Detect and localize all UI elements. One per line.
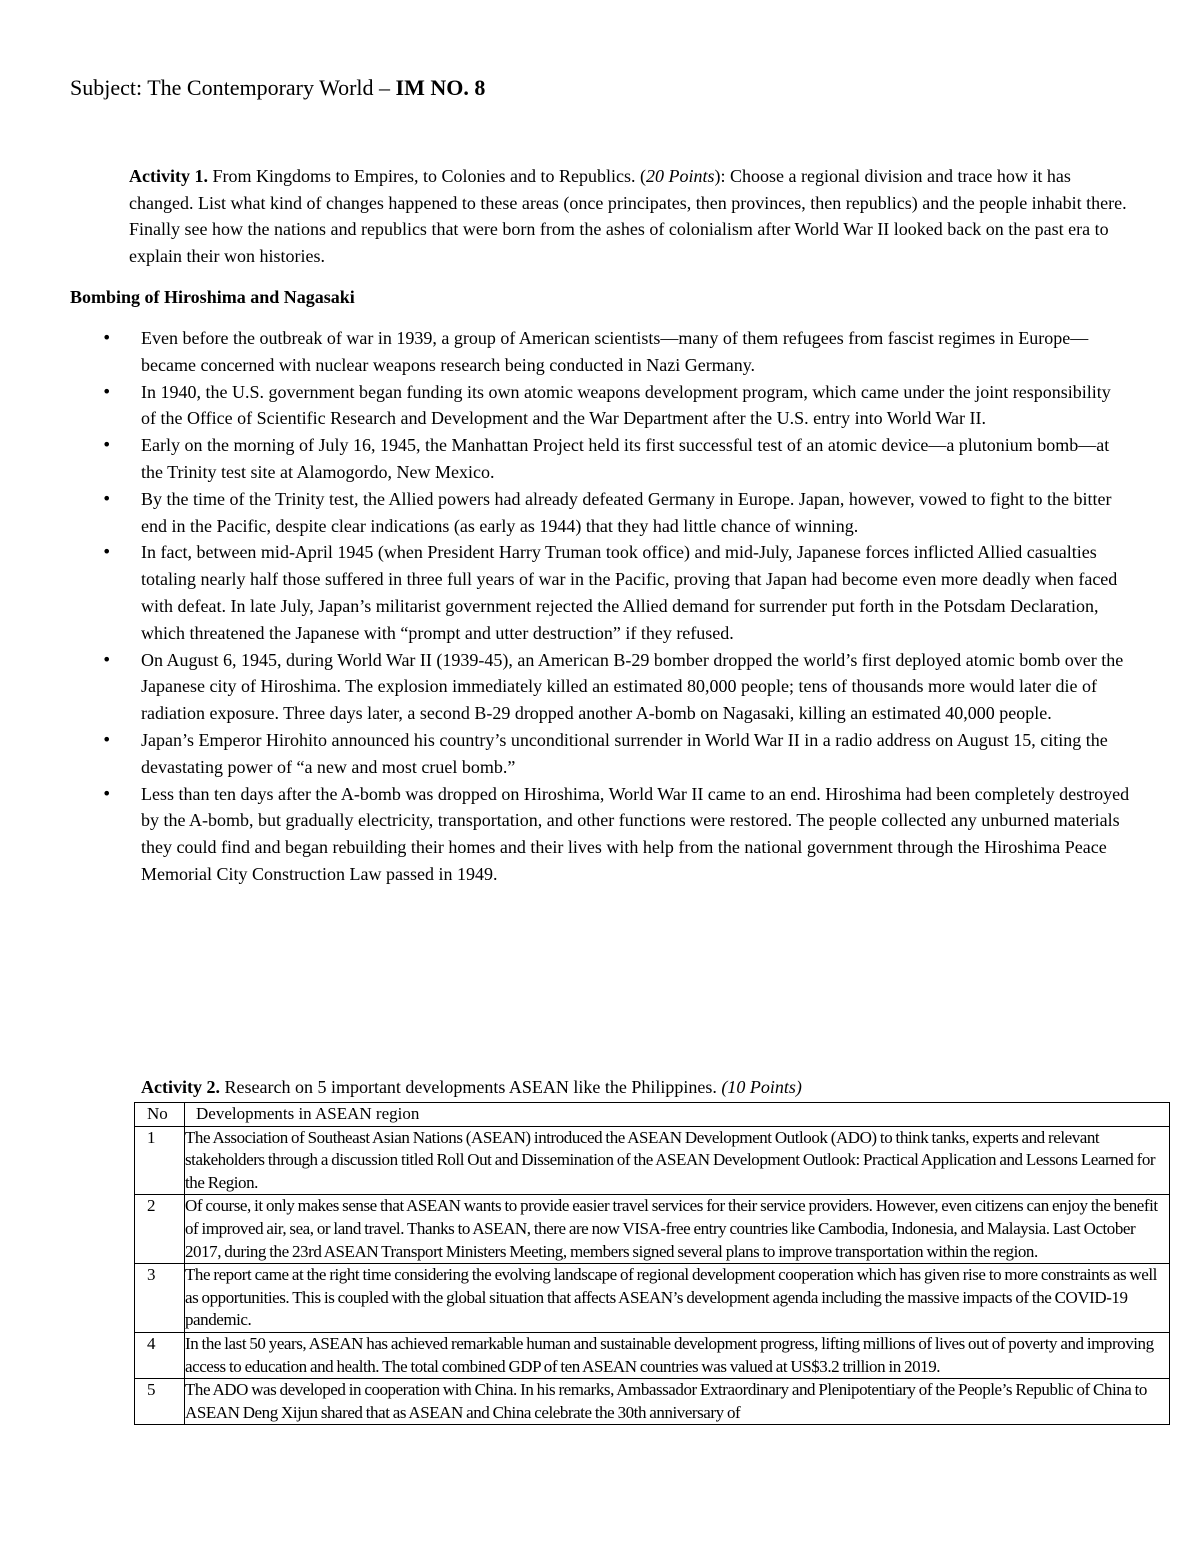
page-title: [70, 74, 485, 102]
row-number: 3: [135, 1264, 185, 1333]
bullet-icon: •: [102, 649, 112, 669]
list-item: [100, 486, 1130, 540]
bullet-text: By the time of the Trinity test, the Allied powers had already defeated Germany in Europe. Japan, however, vowed to fight to the bitter end in the Pacific, despite clear indications (as early as 1944) that they had little chance of winning.: [141, 488, 1112, 536]
im-number: IM NO. 8: [395, 75, 486, 100]
activity-2-heading: [141, 1074, 802, 1100]
list-item: [100, 379, 1130, 433]
table-row: [135, 1126, 1170, 1195]
table-row: [135, 1264, 1170, 1333]
row-text: The Association of Southeast Asian Nations (ASEAN) introduced the ASEAN Development Outlook (ADO) to think tanks, experts and relevant stakeholders through a discussion titled Roll Out and Dissemination of the ASEAN Development Outlook: Practical Application and Lessons Learned for the Region.: [185, 1126, 1170, 1195]
bullet-text: Japan’s Emperor Hirohito announced his country’s unconditional surrender in World War II in a radio address on August 15, citing the devastating power of “a new and most cruel bomb.”: [141, 729, 1108, 777]
table-row: [135, 1379, 1170, 1425]
bullet-text: In fact, between mid-April 1945 (when President Harry Truman took office) and mid-July, Japanese forces inflicted Allied casualties totaling nearly half those suffered in three full years of war in the Pacific, proving that Japan had become even more deadly when faced with defeat. In late July, Japan’s militarist government rejected the Allied demand for surrender put forth in the Potsdam Declaration, which threatened the Japanese with “prompt and utter destruction” if they refused.: [141, 542, 1118, 643]
bullet-list: [100, 325, 1130, 888]
activity-1-text-b: ): Choose a regional division and trace how it has changed. List what kind of changes happened to these areas (once principates, then provinces, then republics) and the people inhabit there. Finally see how the nations and republics that were born from the ashes of colonialism after World War II looked back on the past era to explain their won histories.: [129, 166, 1127, 266]
header-developments: Developments in ASEAN region: [185, 1103, 1170, 1127]
bullet-icon: •: [102, 783, 112, 803]
activity-1-paragraph: [129, 163, 1129, 269]
section-heading: Bombing of Hiroshima and Nagasaki: [70, 287, 355, 307]
row-text: Of course, it only makes sense that ASEAN wants to provide easier travel services for their service providers. However, even citizens can enjoy the benefit of improved air, sea, or land travel. Thanks to ASEAN, there are now VISA-free entry countries like Cambodia, Indonesia, and Malaysia. Last October 2017, during the 23rd ASEAN Transport Ministers Meeting, members signed several plans to improve transportation within the region.: [185, 1195, 1170, 1264]
list-item: [100, 325, 1130, 379]
bullet-icon: •: [102, 488, 112, 508]
list-item: [100, 432, 1130, 486]
activity-1-text-a: From Kingdoms to Empires, to Colonies and to Republics. (: [207, 166, 646, 186]
bullet-text: On August 6, 1945, during World War II (1939-45), an American B-29 bomber dropped the world’s first deployed atomic bomb over the Japanese city of Hiroshima. The explosion immediately killed an estimated 80,000 people; tens of thousands more would later die of radiation exposure. Three days later, a second B-29 dropped another A-bomb on Nagasaki, killing an estimated 40,000 people.: [141, 649, 1124, 724]
bullet-text: Less than ten days after the A-bomb was dropped on Hiroshima, World War II came to an end. Hiroshima had been completely destroyed by the A-bomb, but gradually electricity, transportation, and other functions were restored. The people collected any unburned materials they could find and began rebuilding their homes and their lives with help from the national government through the Hiroshima Peace Memorial City Construction Law passed in 1949.: [141, 783, 1130, 884]
row-text: In the last 50 years, ASEAN has achieved remarkable human and sustainable development progress, lifting millions of lives out of poverty and improving access to education and health. The total combined GDP of ten ASEAN countries was valued at US$3.2 trillion in 2019.: [185, 1332, 1170, 1378]
row-text: The ADO was developed in cooperation with China. In his remarks, Ambassador Extraordinary and Plenipotentiary of the People’s Republic of China to ASEAN Deng Xijun shared that as ASEAN and China celebrate the 30th anniversary of: [185, 1380, 1147, 1422]
bullet-icon: •: [102, 381, 112, 401]
table-row: [135, 1195, 1170, 1264]
row-number: 2: [135, 1195, 185, 1264]
header-no: No: [135, 1103, 185, 1127]
row-cell: [185, 1379, 1170, 1425]
list-item: [100, 539, 1130, 646]
bullet-icon: •: [102, 435, 112, 455]
activity-2-label: Activity 2.: [141, 1077, 220, 1097]
activity-1-points: 20 Points: [645, 166, 715, 186]
activity-1-label: Activity 1.: [129, 166, 208, 186]
row-number: 4: [135, 1332, 185, 1378]
bullet-text: In 1940, the U.S. government began funding its own atomic weapons development program, which came under the joint responsibility of the Office of Scientific Research and Development and the War Department after the U.S. entry into World War II.: [141, 381, 1111, 429]
developments-table: [134, 1102, 1170, 1425]
bullet-icon: •: [102, 729, 112, 749]
bullet-text: Even before the outbreak of war in 1939, a group of American scientists—many of them refugees from fascist regimes in Europe—became concerned with nuclear weapons research being conducted in Nazi Germany.: [141, 328, 1089, 375]
list-item: [100, 727, 1130, 781]
activity-2-text: Research on 5 important developments ASEAN like the Philippines.: [219, 1077, 722, 1097]
bullet-text: Early on the morning of July 16, 1945, the Manhattan Project held its first successful test of an atomic device—a plutonium bomb—at the Trinity test site at Alamogordo, New Mexico.: [141, 435, 1110, 482]
list-item: [100, 781, 1130, 888]
row-number: 5: [135, 1379, 185, 1425]
table-row: [135, 1332, 1170, 1378]
bullet-icon: •: [102, 542, 112, 562]
row-text: The report came at the right time considering the evolving landscape of regional development cooperation which has given rise to more constraints as well as opportunities. This is coupled with the global situation that affects ASEAN’s development agenda including the massive impacts of the COVID-19 pandemic.: [185, 1264, 1170, 1333]
bullet-icon: •: [102, 328, 112, 347]
list-item: [100, 647, 1130, 727]
activity-2-points: (10 Points): [721, 1077, 802, 1097]
subject-prefix: Subject: The Contemporary World –: [70, 75, 396, 100]
table-header-row: [135, 1103, 1170, 1127]
row-number: 1: [135, 1126, 185, 1195]
